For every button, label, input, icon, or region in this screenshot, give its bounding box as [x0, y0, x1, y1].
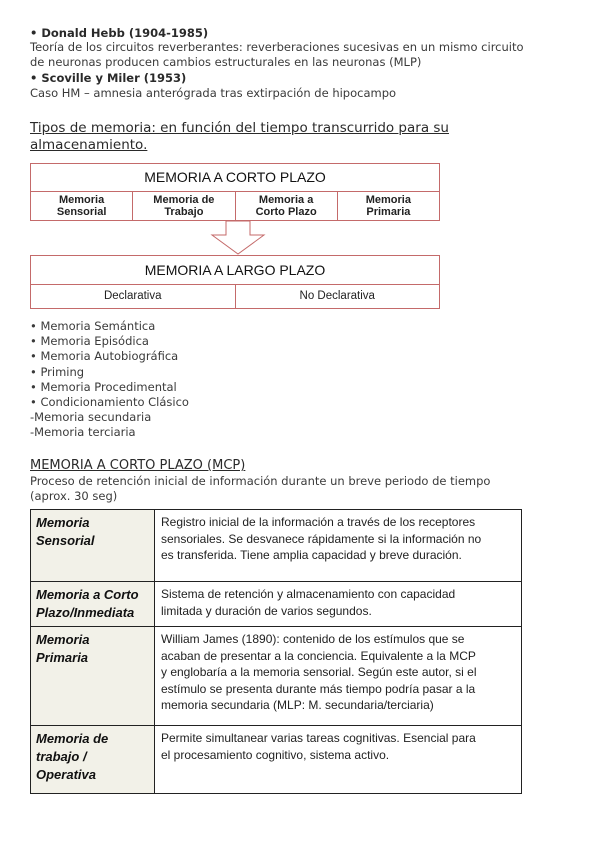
term-line: Memoria [36, 515, 90, 530]
section-heading-tipos-1: Tipos de memoria: en función del tiempo transcurrido para su [30, 120, 449, 136]
mlp-cell-no-declarativa: No Declarativa [299, 290, 375, 302]
hebb-title: • Donald Hebb (1904-1985) [30, 26, 209, 40]
mcp-diagram-title: MEMORIA A CORTO PLAZO [31, 164, 439, 192]
mcp-cell-line: Trabajo [164, 206, 204, 218]
list-item: • Memoria Autobiográfica [30, 349, 179, 364]
mcp-cell-corto-plazo [236, 192, 338, 221]
definition-line: memoria secundaria (MLP: M. secundaria/terciaria) [161, 698, 434, 712]
table-term-cell [31, 726, 155, 794]
mcp-cell-line: Memoria [365, 194, 411, 206]
mcp-cell-line: Memoria a [258, 194, 314, 206]
scoville-text: Caso HM – amnesia anterógrada tras extirpación de hipocampo [30, 86, 397, 100]
mlp-diagram-title: MEMORIA A LARGO PLAZO [31, 256, 439, 285]
term-line: trabajo / [36, 749, 87, 764]
term-line: Primaria [36, 650, 89, 665]
mcp-diagram-box [30, 163, 440, 221]
table-definition-cell [155, 627, 522, 726]
mlp-cell-declarativa: Declarativa [31, 285, 236, 309]
list-item: • Condicionamiento Clásico [30, 395, 189, 410]
list-item: • Priming [30, 364, 85, 379]
mlp-diagram-box [30, 255, 440, 309]
table-row [31, 582, 522, 627]
definition-line: limitada y duración de varios segundos. [161, 603, 372, 618]
definition-line: estímulo se presenta durante más tiempo podría pasar a la [161, 681, 476, 696]
down-arrow-icon [210, 221, 266, 255]
mcp-cell-primaria [338, 192, 439, 221]
section-heading-tipos-2: almacenamiento. [30, 137, 148, 153]
list-item: • Memoria Semántica [30, 319, 156, 333]
table-row [31, 627, 522, 726]
section-heading-mcp: MEMORIA A CORTO PLAZO (MCP) [30, 458, 246, 473]
list-item: • Memoria Episódica [30, 334, 149, 349]
list-item: • Memoria Procedimental [30, 379, 177, 394]
definition-line: el procesamiento cognitivo, sistema activo. [161, 747, 390, 762]
scoville-title: • Scoville y Miler (1953) [30, 71, 187, 85]
mcp-cell-sensorial [31, 192, 133, 221]
table-definition-cell [155, 726, 522, 794]
table-definition-cell [155, 510, 522, 582]
table-row [31, 510, 522, 582]
mcp-cell-trabajo [133, 192, 235, 221]
mcp-definition-line-2: (aprox. 30 seg) [30, 489, 118, 503]
hebb-text-line-2: de neuronas producen cambios estructurales en las neuronas (MLP) [30, 55, 422, 69]
table-term-cell [31, 510, 155, 582]
definition-line: acaban de presentar a la conciencia. Equivalente a la MCP [161, 648, 476, 663]
term-line: Sensorial [36, 533, 95, 548]
mcp-cell-line: Sensorial [56, 206, 107, 218]
mlp-diagram-cells [31, 285, 439, 309]
table-term-cell [31, 627, 155, 726]
list-item: -Memoria terciaria [30, 425, 136, 440]
mcp-cell-line: Memoria [59, 194, 105, 206]
table-definition-cell [155, 582, 522, 627]
hebb-text-line-1: Teoría de los circuitos reverberantes: reverberaciones sucesivas en un mismo circuito [30, 40, 524, 54]
table-term-cell [31, 582, 155, 627]
term-line: Operativa [36, 767, 96, 782]
term-line: Plazo/Inmediata [36, 605, 135, 620]
mcp-cell-line: Corto Plazo [255, 206, 317, 218]
term-line: Memoria a Corto [36, 587, 139, 602]
definition-line: Permite simultanear varias tareas cognitivas. Esencial para [161, 731, 476, 745]
mcp-cell-line: Memoria de [153, 194, 215, 206]
definition-line: William James (1890): contenido de los estímulos que se [161, 632, 465, 646]
term-line: Memoria [36, 632, 90, 647]
definition-line: Registro inicial de la información a través de los receptores [161, 515, 476, 529]
mcp-types-table [30, 509, 522, 794]
definition-line: Sistema de retención y almacenamiento con capacidad [161, 587, 456, 601]
mcp-definition-line-1: Proceso de retención inicial de información durante un breve periodo de tiempo [30, 474, 491, 488]
term-line: Memoria de [36, 731, 109, 746]
definition-line: sensoriales. Se desvanece rápidamente si la información no [161, 531, 482, 546]
mlp-types-list [30, 319, 189, 441]
mcp-diagram-cells [31, 192, 439, 221]
definition-line: es transferida. Tiene amplia capacidad y breve duración. [161, 548, 462, 562]
table-row [31, 726, 522, 794]
mcp-cell-line: Primaria [366, 206, 411, 218]
definition-line: y englobaría a la memoria sensorial. Según este autor, si el [161, 665, 477, 679]
list-item: -Memoria secundaria [30, 410, 152, 425]
